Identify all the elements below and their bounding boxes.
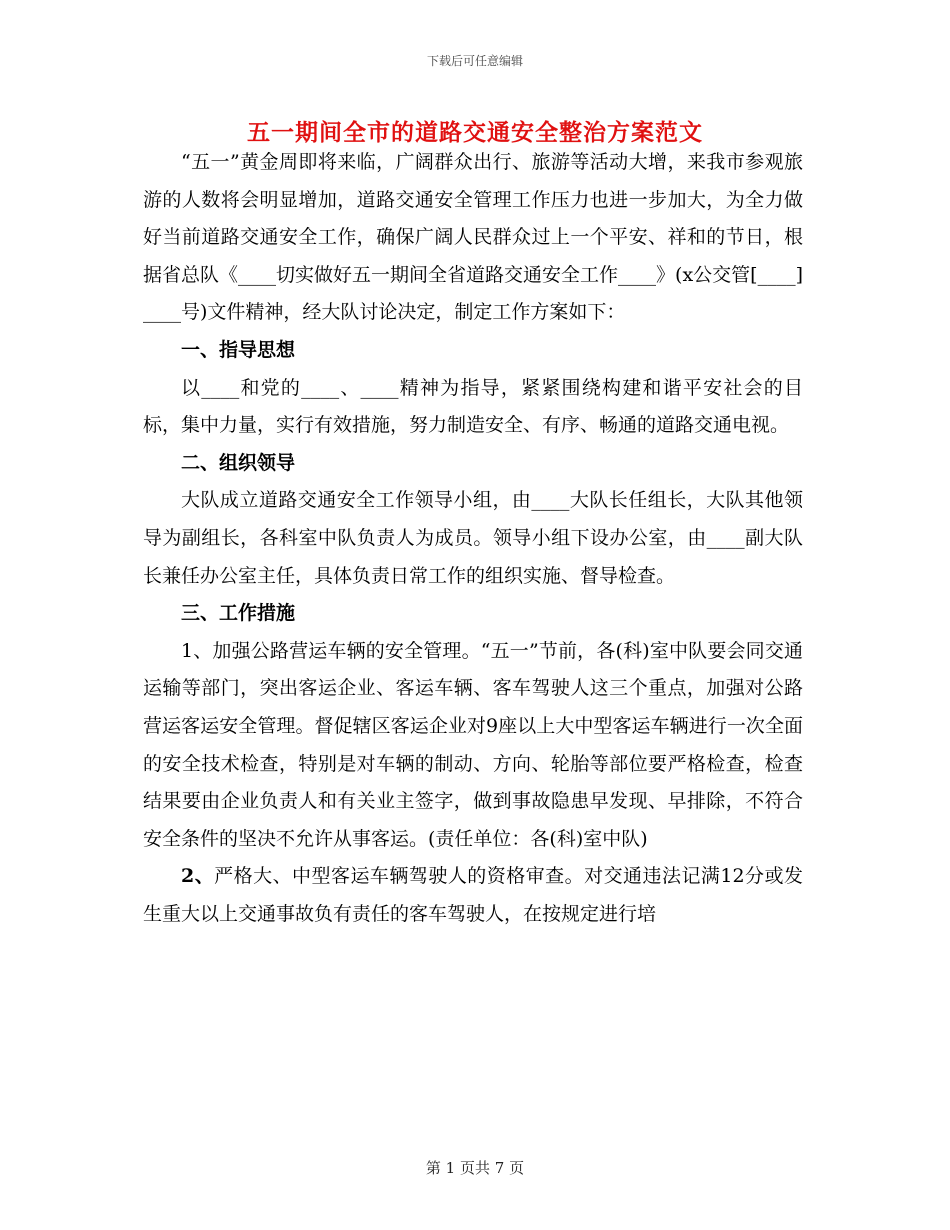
page-header-note: 下载后可任意编辑	[426, 54, 523, 68]
measure-item-1	[143, 633, 803, 859]
measure-item-1-text: 加强公路营运车辆的安全管理。“五一”节前，各(科)室中队要会同交通运输等部门，突出客运企业、客运车辆、客车驾驶人这三个重点，加强对公路营运客运安全管理。督促辖区客运企业对9座以上大中型客运车辆进行一次全面的安全技术检查，特别是对车辆的制动、方向、轮胎等部位要严格检查，检查结果要由企业负责人和有关业主签字，做到事故隐患早发现、早排除，不符合安全条件的坚决不允许从事客运。(责任单位：各(科)室中队)	[143, 639, 803, 850]
page-footer-number: 第 1 页共 7 页	[425, 1159, 525, 1177]
section-paragraph-organization: 大队成立道路交通安全工作领导小组，由____大队长任组长，大队其他领导为副组长，各科室中队负责人为成员。领导小组下设办公室，由____副大队长兼任办公室主任，具体负责日常工作的组织实施、督导检查。	[143, 489, 803, 587]
document-title: 五一期间全市的道路交通安全整治方案范文	[247, 119, 703, 146]
measure-item-2-text: 严格大、中型客运车辆驾驶人的资格审查。对交通违法记满12分或发生重大以上交通事故负有责任的客车驾驶人，在按规定进行培	[143, 865, 803, 925]
section-heading-guiding-thought: 一、指导思想	[181, 338, 296, 361]
intro-paragraph: “五一”黄金周即将来临，广阔群众出行、旅游等活动大增，来我市参观旅游的人数将会明显增加，道路交通安全管理工作压力也进一步加大，为全力做好当前道路交通安全工作，确保广阔人民群众过上一个平安、祥和的节日，根据省总队《____切实做好五一期间全省道路交通安全工作____》(x公交管[____]____号)文件精神，经大队讨论决定，制定工作方案如下：	[143, 151, 803, 324]
section-heading-organization: 二、组织领导	[181, 451, 296, 474]
section-heading-work-measures: 三、工作措施	[181, 602, 296, 625]
measure-item-2-number: 2、	[181, 865, 215, 888]
section-paragraph-guiding-thought: 以____和党的____、____精神为指导，紧紧围绕构建和谐平安社会的目标，集中力量，实行有效措施，努力制造安全、有序、畅通的道路交通电视。	[143, 376, 803, 437]
document-body	[143, 144, 803, 933]
measure-item-2	[143, 858, 803, 933]
measure-item-1-number: 1、	[181, 639, 213, 662]
